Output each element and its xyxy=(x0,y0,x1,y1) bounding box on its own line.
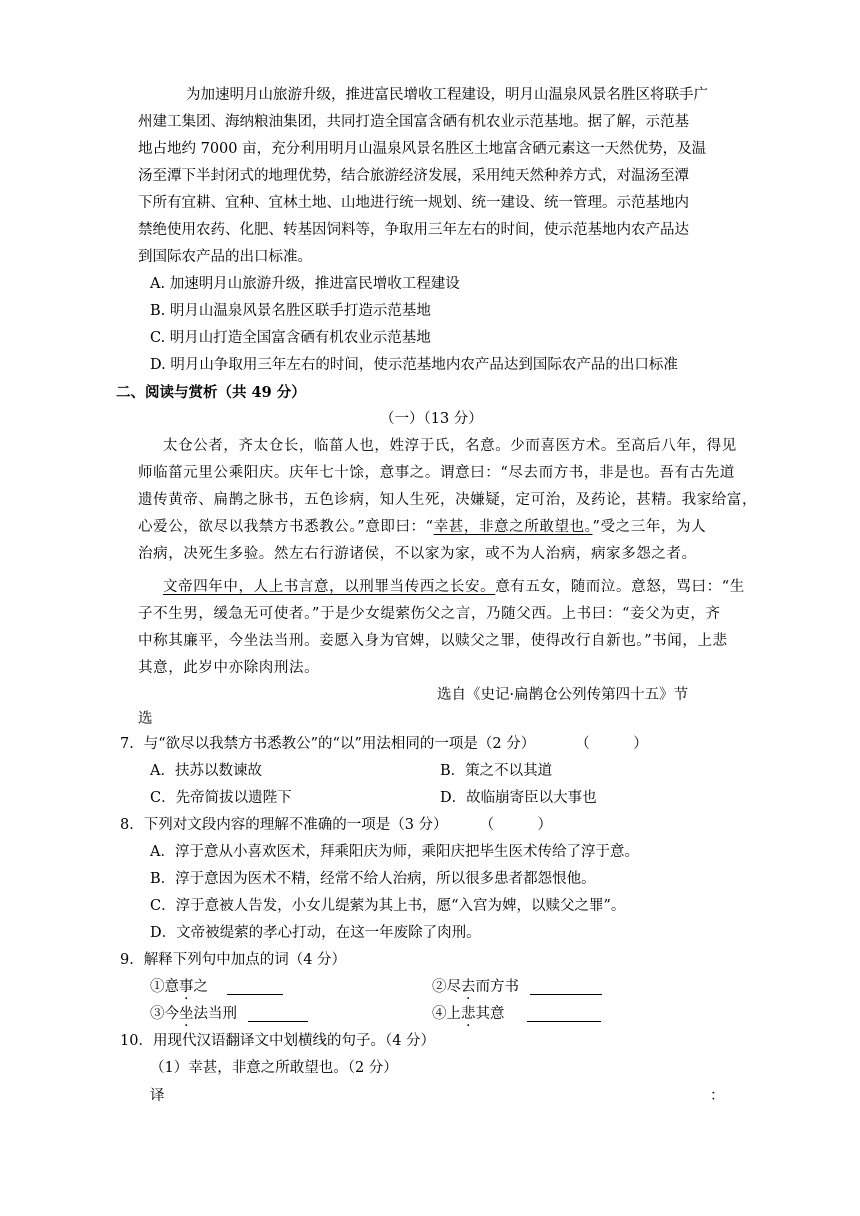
question-text: 7．与“欲尽以我禁方书悉教公”的“以”用法相同的一项是（2 分） xyxy=(120,736,536,752)
q7-option-c: C．先帝简拔以遗陛下 xyxy=(150,790,292,806)
answer-blank[interactable] xyxy=(530,980,602,995)
question-8-stem xyxy=(120,812,552,839)
question-10-stem: 10．用现代汉语翻译文中划横线的句子。（4 分） xyxy=(120,1033,436,1049)
question-text: 8．下列对文段内容的理解不准确的一项是（3 分） xyxy=(120,817,448,833)
classical-text: 意有五女，随而泣。意怒，骂曰：“生 xyxy=(495,579,745,595)
source-citation-wrap: 选 xyxy=(138,711,153,727)
dotted-word: 悲 xyxy=(461,1006,476,1022)
answer-blank[interactable] xyxy=(527,1007,601,1022)
underlined-sentence-2: 文帝四年中，人上书言意，以刑罪当传西之长安。 xyxy=(163,579,496,595)
answer-blank[interactable] xyxy=(248,1007,308,1022)
option-b: B. 明月山温泉风景名胜区联手打造示范基地 xyxy=(150,303,431,319)
word-text: ②尽 xyxy=(432,979,461,995)
word-text: ④上 xyxy=(432,1006,461,1022)
word-text: 之 xyxy=(193,979,208,995)
dotted-word: 事 xyxy=(179,979,194,995)
word-text: 法当刑 xyxy=(193,1006,237,1022)
q7-option-a: A．扶苏以数谏故 xyxy=(150,763,262,779)
source-citation: 选自《史记·扁鹊仓公列传第四十五》节 xyxy=(437,687,689,703)
section-title: 二、阅读与赏析（共 49 分） xyxy=(116,384,306,401)
q9-item-4 xyxy=(432,1001,601,1028)
classical-line: 遗传黄帝、扁鹊之脉书，五色诊病，知人生死，决嫌疑，定可治，及药论，甚精。我家给富， xyxy=(138,492,758,508)
passage-intro-line: 汤至潭下半封闭式的地理优势，结合旅游经济发展，采用纯天然种养方式，对温汤至潭 xyxy=(138,168,689,184)
classical-line xyxy=(138,514,706,541)
dotted-word: 去 xyxy=(461,979,476,995)
classical-line: 其意，此岁中亦除肉刑法。 xyxy=(138,660,320,676)
classical-text: 心爱公，欲尽以我禁方书悉教公。”意即曰：“ xyxy=(138,519,434,535)
classical-text: ”受之三年，为人 xyxy=(592,519,707,535)
word-text: ③今 xyxy=(150,1006,179,1022)
q9-item-2 xyxy=(432,974,602,1001)
translation-colon: ： xyxy=(710,1088,725,1104)
q7-option-b: B．策之不以其道 xyxy=(440,763,553,779)
passage-intro-line: 下所有宜耕、宜种、宜林土地、山地进行统一规划、统一建设、统一管理。示范基地内 xyxy=(138,195,689,211)
classical-line xyxy=(163,574,745,601)
passage-intro-line: 州建工集团、海纳粮油集团，共同打造全国富含硒有机农业示范基地。据了解，示范基 xyxy=(138,114,689,130)
q8-option-b: B．淳于意因为医术不精，经常不给人治病，所以很多患者都怨恨他。 xyxy=(150,871,596,887)
word-text: 其意 xyxy=(475,1006,505,1022)
subsection-title: （一）（13 分） xyxy=(380,411,483,427)
option-d: D. 明月山争取用三年左右的时间，使示范基地内农产品达到国际农产品的出口标准 xyxy=(150,357,678,373)
classical-line: 中称其廉平，今坐法当刑。妾愿入身为官婢，以赎父之罪，使得改行自新也。”书闻，上悲 xyxy=(138,633,728,649)
underlined-sentence-1: 幸甚，非意之所敢望也。 xyxy=(433,519,593,535)
answer-paren[interactable]: （ ） xyxy=(575,736,648,752)
answer-paren[interactable]: （ ） xyxy=(479,817,553,833)
word-text: 而方书 xyxy=(475,979,519,995)
question-7-stem xyxy=(120,731,648,758)
classical-line: 师临菑元里公乘阳庆。庆年七十馀，意事之。谓意曰：“尽去而方书，非是也。吾有古先道 xyxy=(138,465,735,481)
option-c: C. 明月山打造全国富含硒有机农业示范基地 xyxy=(150,330,431,346)
option-a: A. 加速明月山旅游升级，推进富民增收工程建设 xyxy=(150,276,460,292)
q7-option-d: D．故临崩寄臣以大事也 xyxy=(440,790,597,806)
dotted-word: 坐 xyxy=(179,1006,194,1022)
q8-option-a: A．淳于意从小喜欢医术，拜乘阳庆为师，乘阳庆把毕生医术传给了淳于意。 xyxy=(150,844,639,860)
word-text: ①意 xyxy=(150,979,179,995)
classical-line: 子不生男，缓急无可使者。”于是少女缇萦伤父之言，乃随父西。上书曰：“妾父为吏，齐 xyxy=(138,606,721,622)
passage-intro-line: 禁绝使用农药、化肥、转基因饲料等，争取用三年左右的时间，使示范基地内农产品达 xyxy=(138,222,689,238)
classical-line: 太仓公者，齐太仓长，临菑人也，姓淳于氏，名意。少而喜医方术。至高后八年，得见 xyxy=(163,438,737,454)
translation-label: 译 xyxy=(150,1088,165,1104)
answer-blank[interactable] xyxy=(227,980,283,995)
passage-intro-line: 为加速明月山旅游升级，推进富民增收工程建设，明月山温泉风景名胜区将联手广 xyxy=(186,87,708,103)
q8-option-d: D．文帝被缇萦的孝心打动，在这一年废除了肉刑。 xyxy=(150,925,481,941)
q9-item-1 xyxy=(150,974,283,1001)
passage-intro-line: 到国际农产品的出口标准。 xyxy=(138,249,312,265)
question-9-stem: 9．解释下列句中加点的词（4 分） xyxy=(120,952,347,968)
classical-line: 治病，决死生多验。然左右行游诸侯，不以家为家，或不为人治病，病家多怨之者。 xyxy=(138,546,697,562)
q9-item-3 xyxy=(150,1001,308,1028)
q10-sub-1: （1）幸甚，非意之所敢望也。（2 分） xyxy=(150,1060,398,1076)
passage-intro-line: 地占地约 7000 亩，充分利用明月山温泉风景名胜区土地富含硒元素这一天然优势，及温 xyxy=(138,141,707,157)
q8-option-c: C．淳于意被人告发，小女儿缇萦为其上书，愿“入宫为婢，以赎父之罪”。 xyxy=(150,898,626,914)
